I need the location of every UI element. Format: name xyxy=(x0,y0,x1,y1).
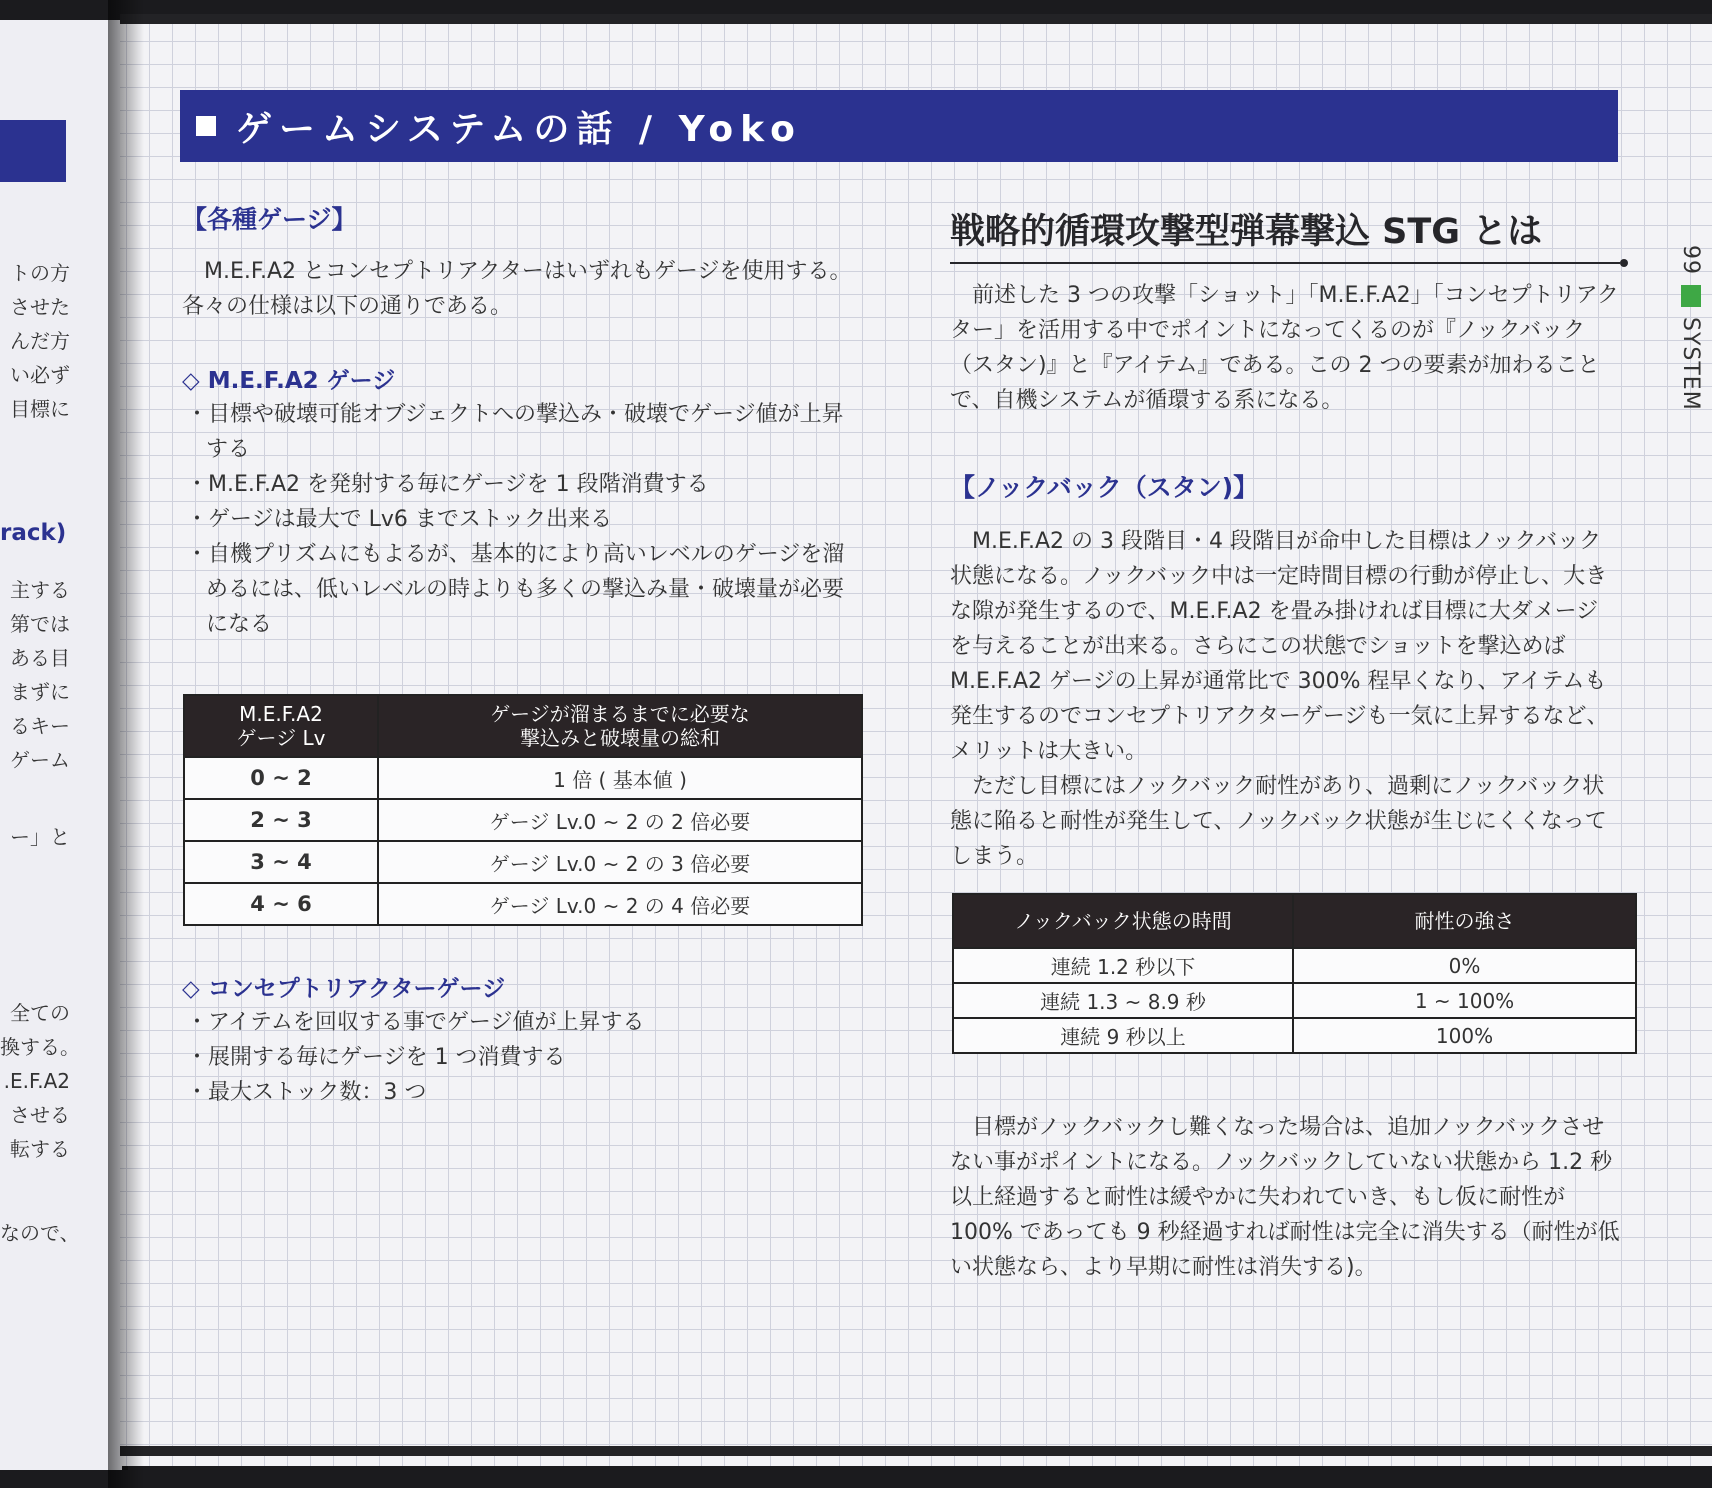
left-page-text-top: トの方 させた んだ方 い必ず 目標に xyxy=(10,261,70,421)
top-rule xyxy=(120,14,1712,24)
bottom-rule xyxy=(120,1446,1712,1456)
mefa-bullet: ・ M.E.F.A2 を発射する毎にゲージを 1 段階消費する xyxy=(182,467,862,502)
mefa-gauge-table xyxy=(183,694,863,926)
book-spine-shadow xyxy=(108,0,144,1488)
strategy-column xyxy=(950,204,1620,874)
gauges-heading: 【各種ゲージ】 xyxy=(182,205,357,234)
mefa-bullet: ・ ゲージは最大で Lv6 までストック出来る xyxy=(182,502,862,537)
table-row: 連続 9 秒以上 100% xyxy=(953,1018,1636,1053)
mefa-bullet: ・ 目標や破壊可能オブジェクトへの撃込み・破壊でゲージ値が上昇する xyxy=(182,397,862,467)
concept-gauge-bullets xyxy=(182,1005,862,1110)
table-row: 3 ~ 4 ゲージ Lv.0 ~ 2 の 3 倍必要 xyxy=(184,841,862,883)
side-tab xyxy=(1678,245,1703,411)
mefa-gauge-heading: ◇ M.E.F.A2 ゲージ xyxy=(182,368,396,394)
table-header-required: ゲージが溜まるまでに必要な 撃込みと破壊量の総和 xyxy=(378,695,862,757)
section-color-mark xyxy=(1681,285,1701,307)
square-bullet-icon xyxy=(196,116,216,136)
concept-gauge-section xyxy=(182,970,862,1110)
section-header xyxy=(180,90,1618,162)
left-page-text-single: ー」と xyxy=(10,825,70,849)
page-number: 99 xyxy=(1678,245,1703,275)
left-page-text-mid: 主する 第では ある目 まずに るキー ゲーム xyxy=(10,578,70,772)
table-header-time: ノックバック状態の時間 xyxy=(953,894,1293,948)
left-page-header-bar xyxy=(0,120,66,182)
table-row: 4 ~ 6 ゲージ Lv.0 ~ 2 の 4 倍必要 xyxy=(184,883,862,925)
table-header-strength: 耐性の強さ xyxy=(1293,894,1636,948)
concept-bullet: ・ 最大ストック数：3 つ xyxy=(182,1075,862,1110)
knockback-paragraph-2: ただし目標にはノックバック耐性があり、過剰にノックバック状態に陥ると耐性が発生して、ノックバック状態が生じにくくなってしまう。 xyxy=(950,774,1607,869)
mefa-bullet: ・ 自機プリズムにもよるが、基本的により高いレベルのゲージを溜めるには、低いレベルの時よりも多くの撃込み量・破壊量が必要になる xyxy=(182,537,862,642)
table-row: 連続 1.2 秒以下 0% xyxy=(953,948,1636,983)
concept-bullet: ・ アイテムを回収する事でゲージ値が上昇する xyxy=(182,1005,862,1040)
knockback-heading: 【ノックバック（スタン)】 xyxy=(950,473,1259,502)
knockback-paragraph-1: M.E.F.A2 の 3 段階目・4 段階目が命中した目標はノックバック状態になる。ノックバック中は一定時間目標の行動が停止し、大きな隙が発生するので、M.E.F.A2 を畳み掛ければ目標に大ダメージを与えることが出来る。さらにこの状態でショットを撃込めば M.E.F.A2 ゲージの上昇が通常比で 300% 程早くなり、アイテムも発生するのでコンセプトリアクターゲージも一気に上昇するなど、メリットは大きい。 xyxy=(950,529,1609,764)
left-page-text-last: なので、 xyxy=(0,1221,80,1245)
left-page-subheading: rack) xyxy=(0,520,67,546)
knockback-table xyxy=(952,893,1637,1054)
mefa-gauge-bullets xyxy=(182,397,862,642)
side-tab-label: SYSTEM xyxy=(1678,317,1703,411)
table-row: 0 ~ 2 1 倍 ( 基本値 ) xyxy=(184,757,862,799)
knockback-paragraph-3: 目標がノックバックし難くなった場合は、追加ノックバックさせない事がポイントになる。ノックバックしていない状態から 1.2 秒以上経過すると耐性は緩やかに失われていき、もし仮に耐性が 100% であっても 9 秒経過すれば耐性は完全に消失する（耐性が低い状態なら、より早期に耐性は消失する)。 xyxy=(950,1115,1620,1280)
concept-bullet: ・ 展開する毎にゲージを 1 つ消費する xyxy=(182,1040,862,1075)
section-title: ゲームシステムの話 / Yoko xyxy=(236,108,802,150)
concept-gauge-heading: ◇ コンセプトリアクターゲージ xyxy=(182,976,506,1002)
strategy-title: 戦略的循環攻撃型弾幕撃込 STG とは xyxy=(950,204,1620,264)
gauges-column xyxy=(182,200,862,642)
strategy-intro: 前述した 3 つの攻撃「ショット」「M.E.F.A2」「コンセプトリアクター」を活用する中でポイントになってくるのが『ノックバック（スタン)』と『アイテム』である。この 2 つの要素が加わることで、自機システムが循環する系になる。 xyxy=(950,283,1619,413)
gauges-intro: M.E.F.A2 とコンセプトリアクターはいずれもゲージを使用する。各々の仕様は以下の通りである。 xyxy=(182,259,852,319)
table-row: 2 ~ 3 ゲージ Lv.0 ~ 2 の 2 倍必要 xyxy=(184,799,862,841)
table-header-level: M.E.F.A2 ゲージ Lv xyxy=(184,695,378,757)
table-row: 連続 1.3 ~ 8.9 秒 1 ~ 100% xyxy=(953,983,1636,1018)
left-page-text-bottom: 全ての 換する。 .E.F.A2 させる 転する xyxy=(0,1001,80,1161)
